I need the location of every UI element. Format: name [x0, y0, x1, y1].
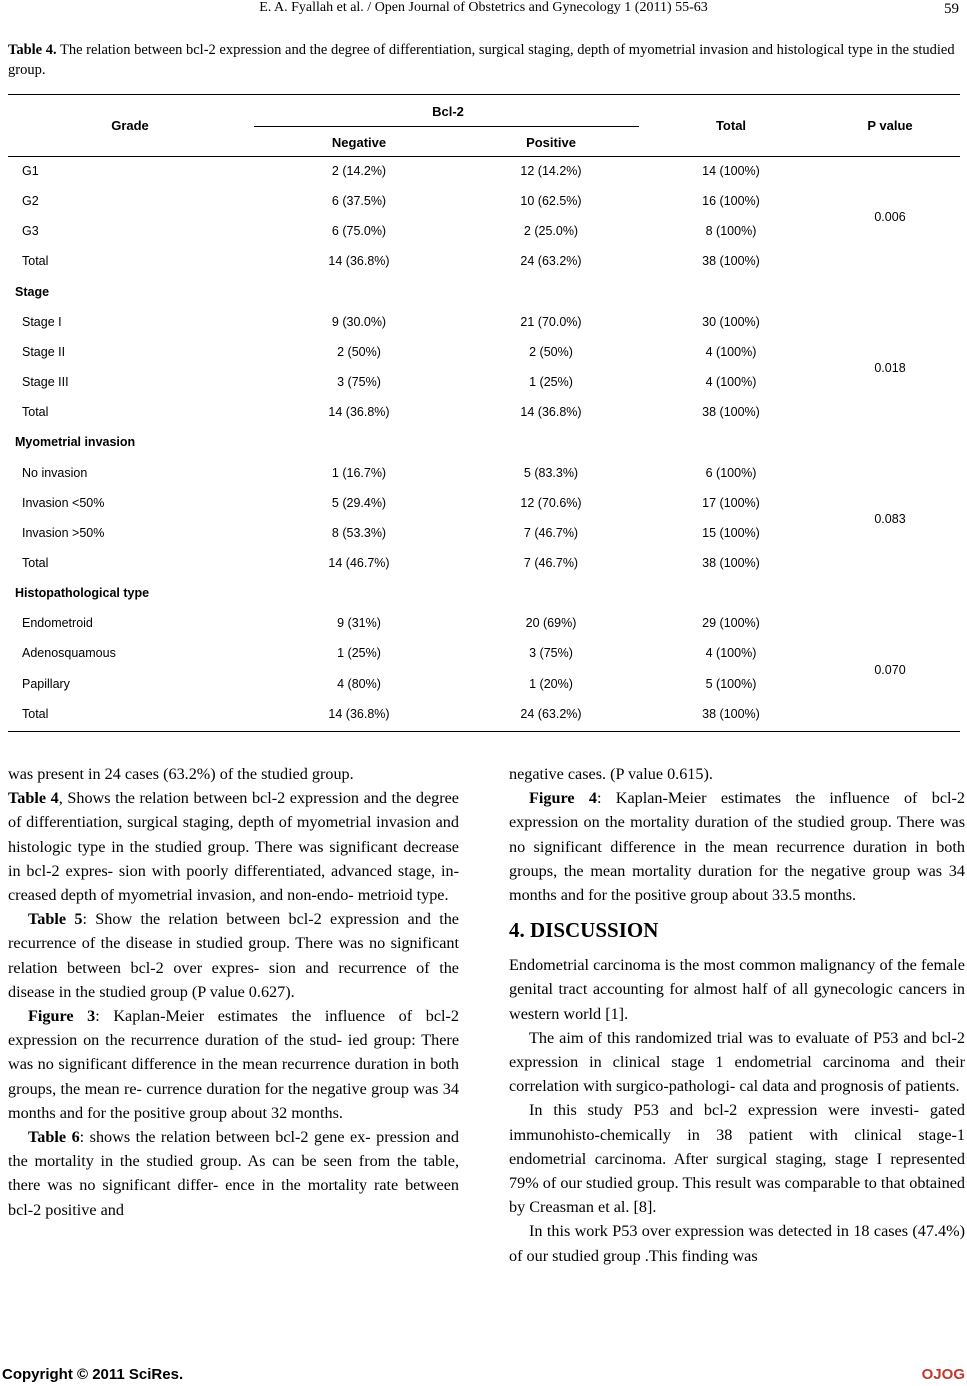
- cell-positive: 24 (63.2%): [520, 254, 582, 269]
- table-caption: [8, 40, 960, 80]
- row-label: Stage I: [22, 314, 62, 329]
- paragraph-text: : Kaplan-Meier estimates the influence of bcl-2 expression on the mortality duration of the studied group. There was no significant difference in the mean recurrence duration in both groups, the mean mortality duration for the negative group was 34 months and for the positive group about 33.5 months.: [509, 789, 965, 905]
- paragraph-text: negative cases. (P value 0.615).: [509, 765, 713, 783]
- cell-negative: 2 (14.2%): [331, 164, 387, 178]
- cell-positive: 2 (25.0%): [523, 224, 579, 239]
- row-label: Stage II: [22, 344, 66, 359]
- cell-positive: 7 (46.7%): [523, 525, 579, 540]
- row-label: G2: [22, 194, 39, 209]
- right-column: [509, 762, 965, 1268]
- paragraph: [8, 907, 459, 1004]
- cell-negative: 2 (50%): [337, 344, 381, 359]
- row-label: Endometroid: [22, 616, 93, 631]
- paragraph: [8, 762, 459, 786]
- table-reference: Table 4: [8, 789, 59, 808]
- pvalue-histotype: 0.070: [874, 663, 906, 677]
- table-section-label: Myometrial invasion: [15, 435, 136, 450]
- cell-negative: 8 (53.3%): [331, 525, 387, 540]
- paragraph: [509, 786, 965, 907]
- cell-positive: 12 (70.6%): [520, 495, 582, 510]
- table-reference: Table 6: [28, 1128, 80, 1147]
- header-total: Total: [715, 118, 747, 133]
- cell-total: 4 (100%): [705, 344, 757, 359]
- row-label: No invasion: [22, 465, 88, 480]
- header-bcl2: Bcl-2: [432, 104, 464, 119]
- cell-total: 38 (100%): [702, 706, 760, 721]
- cell-negative: 9 (30.0%): [331, 314, 387, 329]
- cell-negative: 9 (31%): [337, 616, 381, 631]
- paragraph: [509, 762, 965, 786]
- row-label: Total: [22, 706, 49, 721]
- cell-positive: 3 (75%): [529, 646, 573, 661]
- row-label: Adenosquamous: [22, 646, 116, 661]
- cell-total: 38 (100%): [702, 555, 760, 570]
- cell-total: 15 (100%): [702, 525, 760, 540]
- paragraph: [8, 786, 459, 907]
- table-caption-text: The relation between bcl-2 expression and the degree of differentiation, surgical staging, depth of myometrial invasion and histological type in the studied group.: [8, 42, 955, 78]
- cell-total: 4 (100%): [705, 646, 757, 661]
- cell-total: 17 (100%): [702, 495, 760, 510]
- cell-total: 5 (100%): [705, 676, 757, 691]
- cell-positive: 10 (62.5%): [520, 194, 582, 209]
- cell-negative: 14 (36.8%): [328, 405, 390, 420]
- row-label: Papillary: [22, 676, 70, 691]
- page-header: [0, 0, 967, 24]
- cell-positive: 21 (70.0%): [520, 314, 582, 329]
- paragraph: [509, 953, 965, 1026]
- row-label: Invasion <50%: [22, 495, 105, 510]
- cell-positive: 24 (63.2%): [520, 706, 582, 721]
- row-label: Invasion >50%: [22, 525, 105, 540]
- journal-brand: OJOG: [921, 1366, 965, 1383]
- cell-negative: 4 (80%): [337, 676, 381, 691]
- figure-reference: Figure 4: [529, 789, 597, 808]
- cell-negative: 6 (75.0%): [331, 224, 387, 239]
- header-grade: Grade: [111, 118, 149, 133]
- table-section-label: Stage: [15, 284, 50, 299]
- figure-reference: Figure 3: [28, 1007, 96, 1026]
- paragraph-text: : Kaplan-Meier estimates the influence of bcl-2 expression on the recurrence duration of the stud- ied group: There was no significant difference in the mean recurrence duration in both groups, the mean re- currence duration for the negative group was 34 months and for the positive group about 32 months.: [8, 1007, 460, 1122]
- bcl2-rule: [254, 126, 639, 127]
- table-top-rule: [8, 94, 960, 95]
- cell-total: 29 (100%): [702, 616, 760, 631]
- paragraph: [509, 1098, 965, 1219]
- cell-negative: 1 (25%): [337, 646, 381, 661]
- row-label: Total: [22, 555, 49, 570]
- paragraph-text: , Shows the relation between bcl-2 expression and the degree of differentiation, surgical staging, depth of myometrial invasion and histologic type in the studied group. There was significant decrease in bcl-2 expres- sion with poorly differentiated, advanced stage, in- creased depth of myometrial invasion, and non-endo- metrioid type.: [8, 789, 459, 905]
- row-label: Total: [22, 254, 49, 269]
- copyright: Copyright © 2011 SciRes.: [2, 1366, 184, 1383]
- table-bottom-rule: [8, 731, 960, 732]
- paragraph-text: In this work P53 over expression was detected in 18 cases (47.4%) of our studied group .This finding was: [509, 1222, 965, 1265]
- cell-positive: 1 (20%): [529, 676, 573, 691]
- paragraph: [8, 1125, 459, 1222]
- cell-negative: 1 (16.7%): [331, 465, 387, 480]
- section-heading: 4. DISCUSSION: [509, 918, 659, 943]
- paragraph-text: : shows the relation between bcl-2 gene ex- pression and the mortality in the studied group. As can be seen from the table, there was no significant differ- ence in the mortality rate between bcl-2 positive and: [8, 1128, 459, 1219]
- paragraph-text: : Show the relation between bcl-2 expression and the recurrence of the disease in studied group. There was no significant relation between bcl-2 over expres- sion and recurrence of the disease in the studied group (P value 0.627).: [8, 910, 459, 1001]
- cell-positive: 2 (50%): [529, 344, 573, 359]
- cell-total: 4 (100%): [705, 375, 757, 390]
- cell-positive: 5 (83.3%): [523, 465, 579, 480]
- paragraph-text: Endometrial carcinoma is the most common malignancy of the female genital tract accounting for almost half of all gynecologic cancers in western world [1].: [509, 956, 965, 1023]
- row-label: Total: [22, 405, 49, 420]
- cell-positive: 14 (36.8%): [520, 405, 582, 420]
- cell-total: 16 (100%): [702, 194, 760, 209]
- paragraph: [509, 1026, 965, 1099]
- paragraph-text: In this study P53 and bcl-2 expression were investi- gated immunohisto-chemically in 38 patient with clinical stage-1 endometrial carcinoma. After surgical staging, stage I represented 79% of our studied group. This result was comparable to that obtained by Creasman et al. [8].: [509, 1101, 965, 1217]
- cell-total: 14 (100%): [702, 164, 760, 178]
- page-number: 59: [944, 1, 959, 17]
- header-positive: Positive: [526, 135, 576, 150]
- cell-positive: 20 (69%): [525, 616, 577, 631]
- header-negative: Negative: [331, 135, 387, 150]
- cell-negative: 6 (37.5%): [331, 194, 387, 209]
- pvalue-grade: 0.006: [874, 210, 906, 224]
- row-label: G3: [22, 224, 39, 239]
- cell-total: 6 (100%): [705, 465, 757, 480]
- cell-positive: 7 (46.7%): [523, 555, 579, 570]
- row-label: G1: [22, 164, 39, 178]
- cell-total: 38 (100%): [702, 405, 760, 420]
- paragraph-text: The aim of this randomized trial was to evaluate of P53 and bcl-2 expression in clinical stage 1 endometrial carcinoma and their correlation with surgico-pathologi- cal data and prognosis of patients.: [509, 1028, 965, 1096]
- paragraph-text: was present in 24 cases (63.2%) of the studied group.: [8, 765, 354, 783]
- left-column: [8, 762, 459, 1222]
- cell-total: 8 (100%): [705, 224, 757, 239]
- cell-positive: 12 (14.2%): [520, 164, 582, 178]
- running-header: E. A. Fyallah et al. / Open Journal of Obstetrics and Gynecology 1 (2011) 55-63: [259, 0, 708, 15]
- cell-negative: 3 (75%): [337, 375, 381, 390]
- pvalue-invasion: 0.083: [874, 512, 906, 526]
- header-bottom-rule: [8, 156, 960, 157]
- paragraph: [509, 1219, 965, 1267]
- cell-total: 38 (100%): [702, 254, 760, 269]
- paragraph: [8, 1004, 459, 1125]
- cell-total: 30 (100%): [702, 314, 760, 329]
- cell-negative: 14 (46.7%): [328, 555, 390, 570]
- page-footer: [0, 1366, 967, 1386]
- row-label: Stage III: [22, 375, 69, 390]
- cell-positive: 1 (25%): [529, 375, 573, 390]
- table-reference: Table 5: [28, 910, 83, 929]
- cell-negative: 5 (29.4%): [331, 495, 387, 510]
- pvalue-stage: 0.018: [874, 361, 906, 375]
- table-caption-label: Table 4.: [8, 42, 57, 58]
- table-section-label: Histopathological type: [15, 586, 150, 601]
- header-pvalue: P value: [867, 118, 913, 133]
- cell-negative: 14 (36.8%): [328, 254, 390, 269]
- cell-negative: 14 (36.8%): [328, 706, 390, 721]
